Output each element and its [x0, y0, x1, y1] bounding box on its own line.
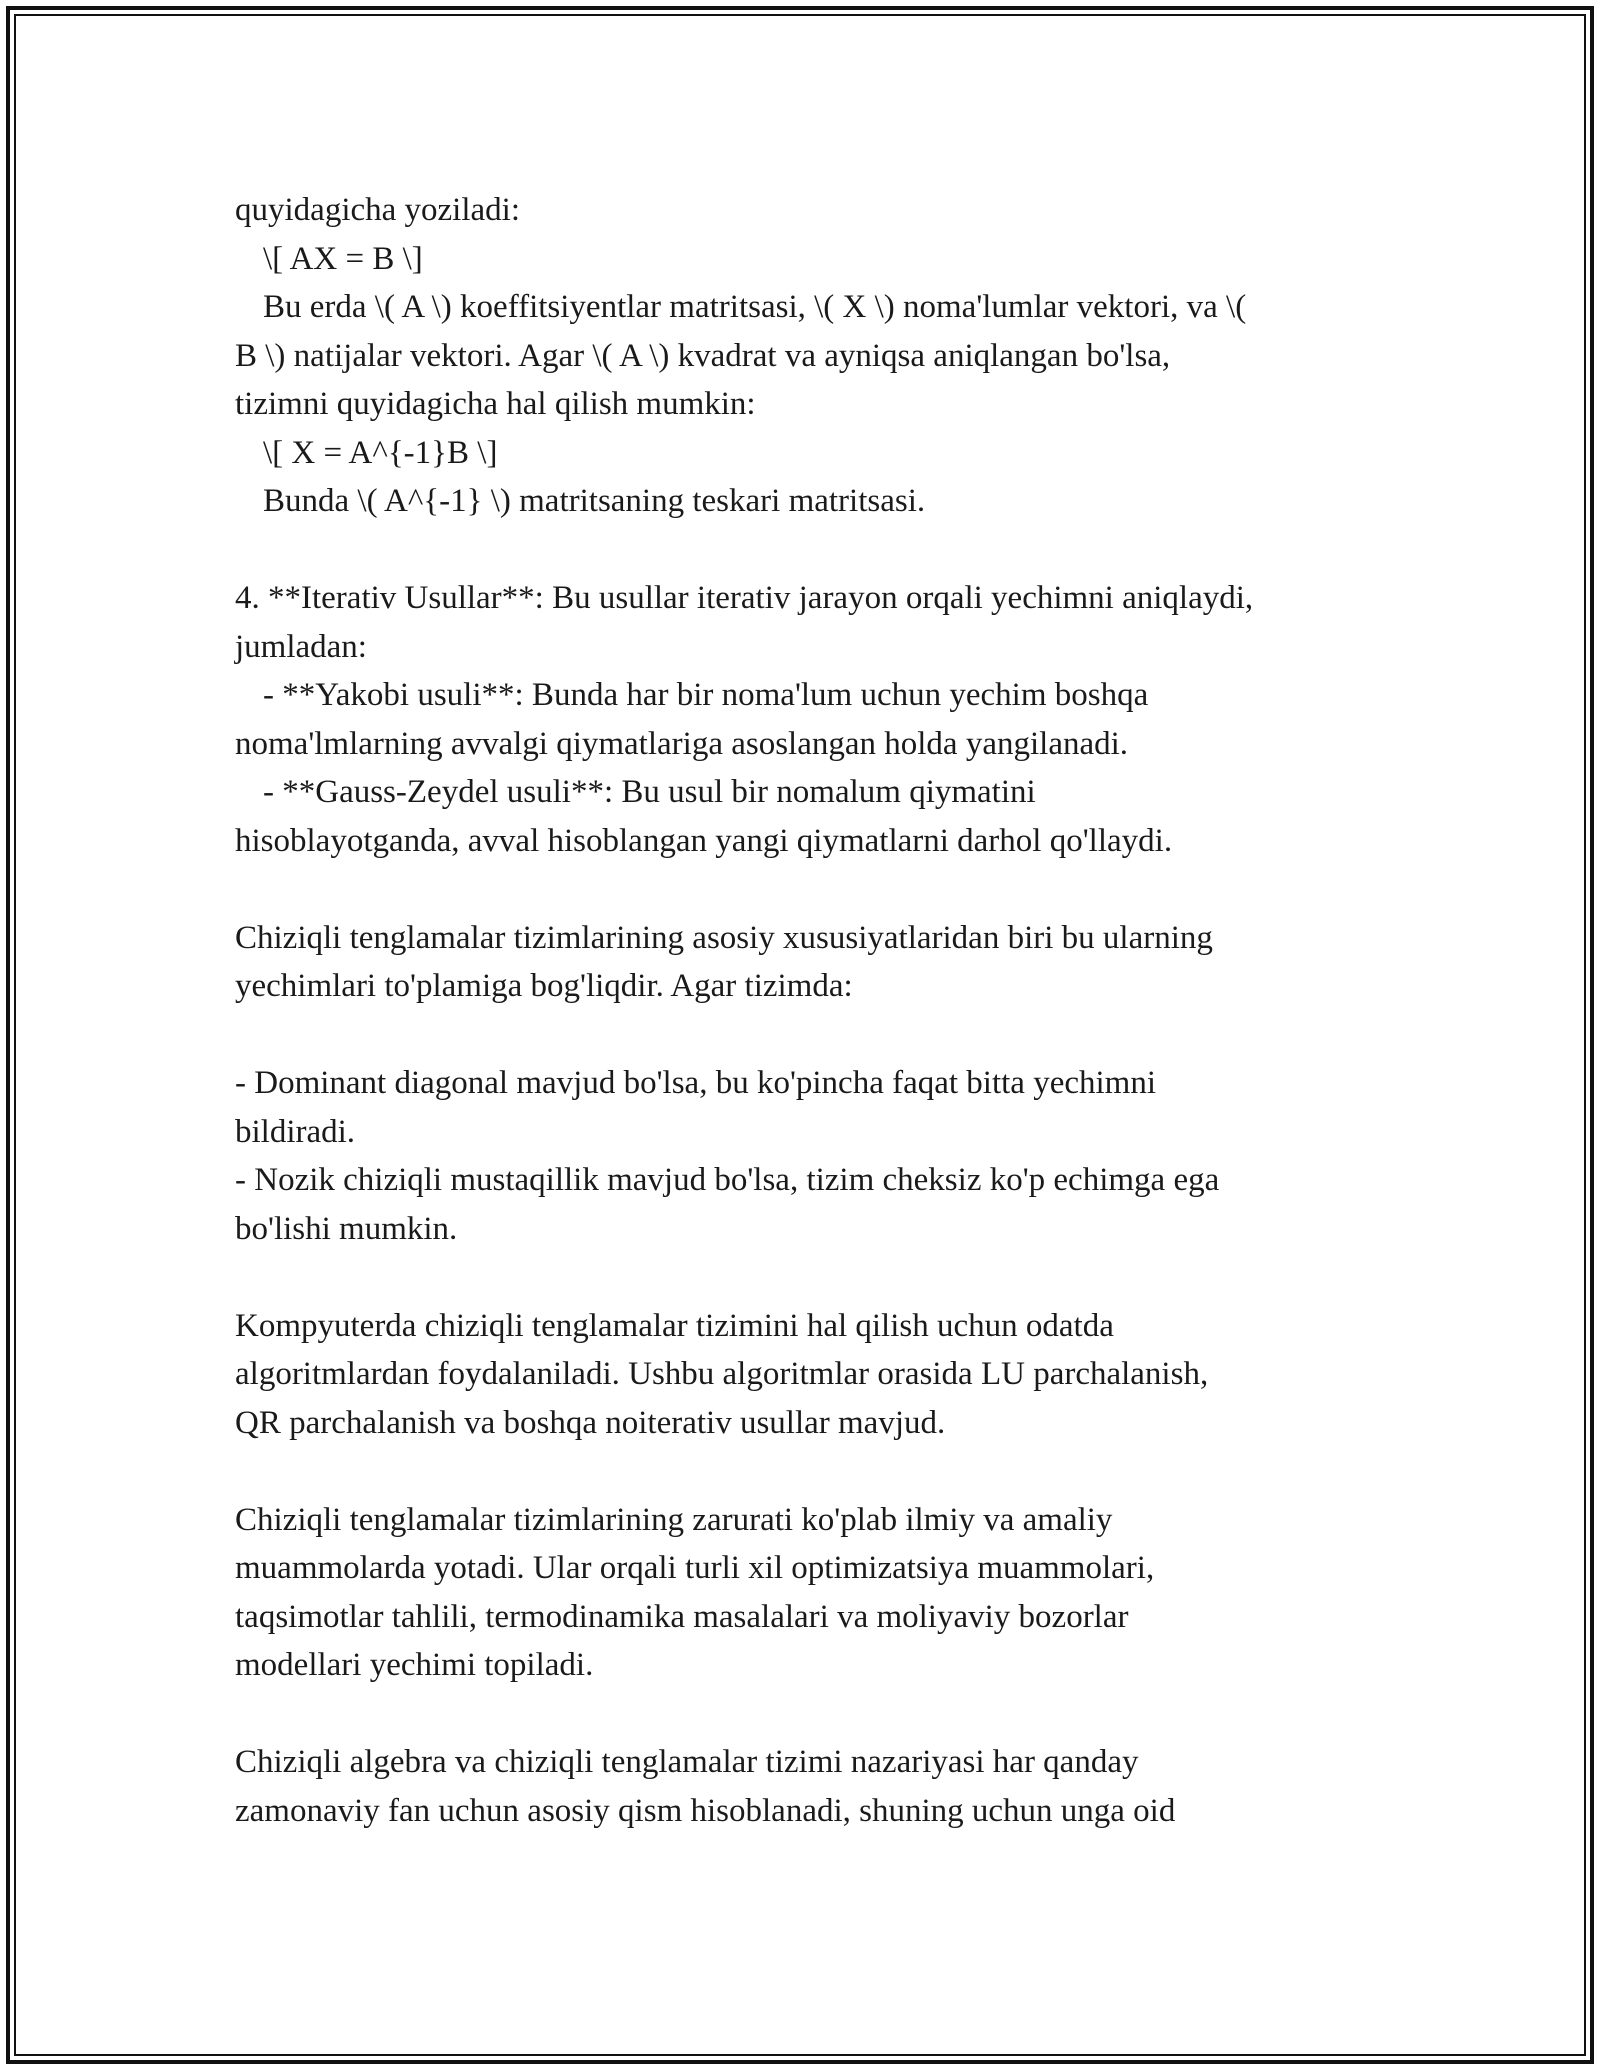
- sub-list-item: - **Yakobi usuli**: Bunda har bir noma'lum uchun yechim boshqa: [263, 677, 1149, 713]
- text-line: hisoblayotganda, avval hisoblangan yangi qiymatlarni darhol qo'llaydi.: [235, 822, 1173, 859]
- list-item: - Dominant diagonal mavjud bo'lsa, bu ko'pincha faqat bitta yechimni: [235, 1065, 1157, 1101]
- text-line: taqsimotlar tahlili, termodinamika masalalari va moliyaviy bozorlar: [235, 1598, 1129, 1635]
- paragraph-gap: [235, 1447, 1385, 1496]
- text-line: tizimni quyidagicha hal qilish mumkin:: [235, 386, 756, 422]
- text-line: bo'lishi mumkin.: [235, 1210, 458, 1247]
- text-line: QR parchalanish va boshqa noiterativ usullar mavjud.: [235, 1404, 946, 1441]
- text-line: jumladan:: [235, 628, 367, 665]
- text-line: Chiziqli algebra va chiziqli tenglamalar tizimi nazariyasi har qanday: [235, 1744, 1139, 1780]
- paragraph-gap: [235, 1253, 1385, 1302]
- text-line: quyidagicha yoziladi:: [235, 192, 520, 228]
- text-line: modellari yechimi topiladi.: [235, 1647, 594, 1683]
- paragraph-gap: [235, 865, 1385, 914]
- text-line: Chiziqli tenglamalar tizimlarining asosiy xususiyatlaridan biri bu ularning: [235, 919, 1213, 956]
- text-line: zamonaviy fan uchun asosiy qism hisoblanadi, shuning uchun unga oid: [235, 1792, 1176, 1829]
- text-line: algoritmlardan foydalaniladi. Ushbu algoritmlar orasida LU parchalanish,: [235, 1356, 1209, 1392]
- text-line: yechimlari to'plamiga bog'liqdir. Agar tizimda:: [235, 968, 853, 1004]
- text-line: bildiradi.: [235, 1113, 356, 1150]
- list-item-heading: 4. **Iterativ Usullar**: Bu usullar iterativ jarayon orqali yechimni aniqlaydi,: [235, 580, 1254, 616]
- equation-line: \[ AX = B \]: [263, 240, 423, 277]
- text-line: muammolarda yotadi. Ular orqali turli xil optimizatsiya muammolari,: [235, 1550, 1155, 1586]
- text-line: noma'lmlarning avvalgi qiymatlariga asoslangan holda yangilanadi.: [235, 725, 1129, 762]
- list-item: - Nozik chiziqli mustaqillik mavjud bo'lsa, tizim cheksiz ko'p echimga ega: [235, 1162, 1220, 1198]
- text-line: B \) natijalar vektori. Agar \( A \) kvadrat va ayniqsa aniqlangan bo'lsa,: [235, 337, 1171, 374]
- paragraph-gap: [235, 1690, 1385, 1739]
- text-line: Chiziqli tenglamalar tizimlarining zarurati ko'plab ilmiy va amaliy: [235, 1501, 1113, 1538]
- text-line: Bunda \( A^{-1} \) matritsaning teskari matritsasi.: [263, 483, 926, 519]
- text-line: Kompyuterda chiziqli tenglamalar tizimini hal qilish uchun odatda: [235, 1307, 1114, 1344]
- text-line: Bu erda \( A \) koeffitsiyentlar matritsasi, \( X \) noma'lumlar vektori, va \(: [263, 289, 1247, 325]
- paragraph-gap: [235, 526, 1385, 575]
- sub-list-item: - **Gauss-Zeydel usuli**: Bu usul bir nomalum qiymatini: [263, 774, 1036, 810]
- equation-line: \[ X = A^{-1}B \]: [263, 434, 498, 471]
- document-body: [235, 186, 1385, 1835]
- paragraph-gap: [235, 1011, 1385, 1060]
